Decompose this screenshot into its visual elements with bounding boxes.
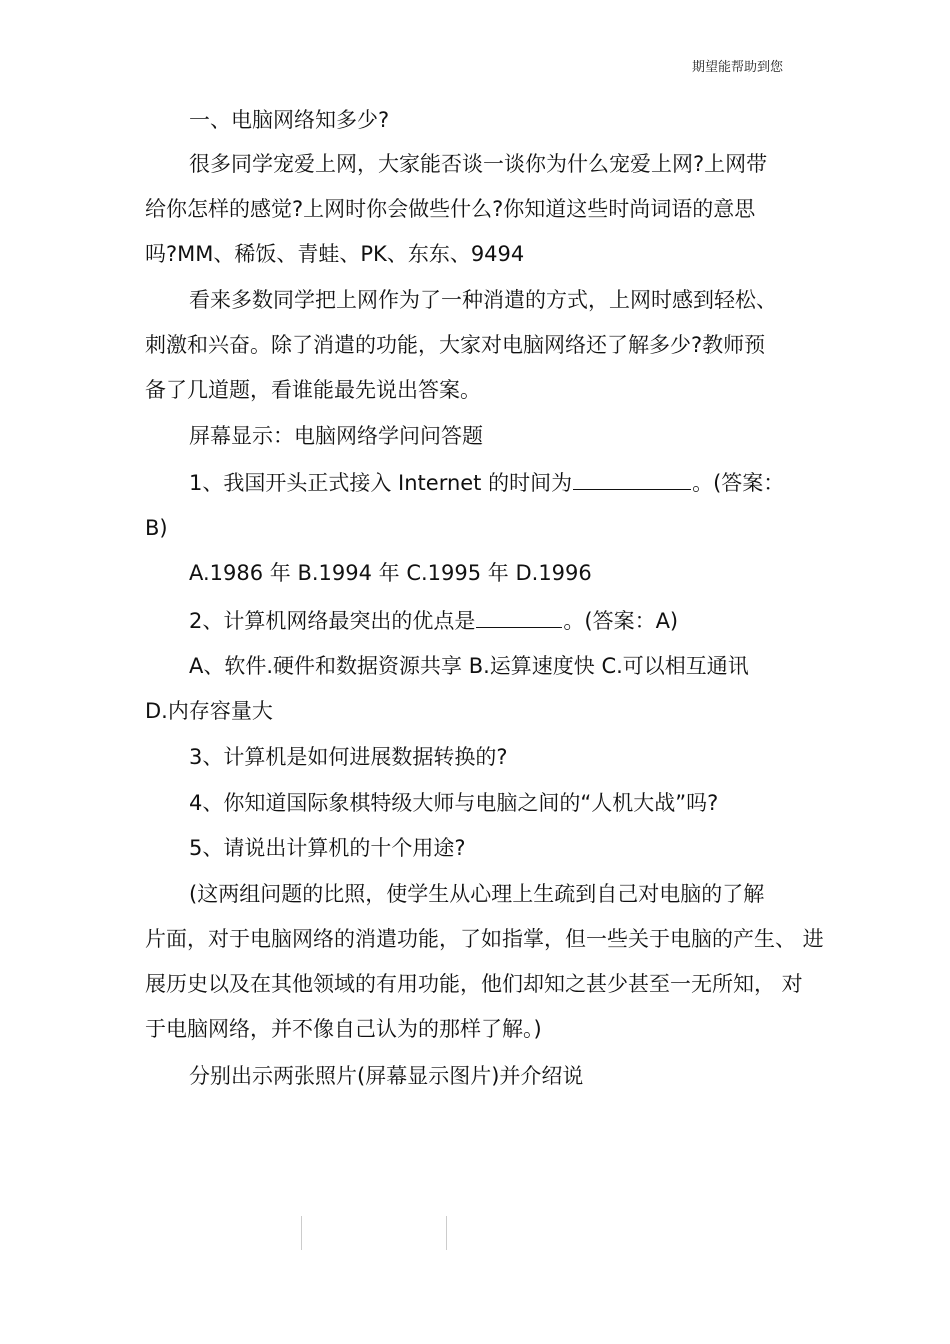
- answer-blank: [573, 471, 691, 490]
- paragraph-line: 备了几道题，看谁能最先说出答案。: [145, 378, 481, 402]
- paragraph-line: (这两组问题的比照，使学生从心理上生疏到自己对电脑的了解: [189, 882, 765, 906]
- paragraph-line: 展历史以及在其他领域的有用功能，他们却知之甚少甚至一无所知， 对: [145, 972, 803, 996]
- answer-blank: [476, 609, 562, 628]
- page-header: 期望能帮助到您: [692, 60, 784, 75]
- question-1-answer: 。(答案：: [692, 471, 785, 495]
- paragraph-line: 给你怎样的感觉?上网时你会做些什么?你知道这些时尚词语的意思: [145, 197, 756, 221]
- section-heading: 一、电脑网络知多少?: [189, 108, 390, 132]
- question-4: 4、你知道国际象棋特级大师与电脑之间的“人机大战”吗?: [189, 791, 719, 815]
- paragraph-line: 看来多数同学把上网作为了一种消遣的方式，上网时感到轻松、: [189, 288, 777, 312]
- question-2-text: 2、计算机网络最突出的优点是: [189, 609, 476, 633]
- quiz-title: 屏幕显示：电脑网络学问问答题: [189, 424, 483, 448]
- question-2-options: A、软件.硬件和数据资源共享 B.运算速度快 C.可以相互通讯: [189, 654, 749, 678]
- question-1-answer-cont: B): [145, 516, 168, 540]
- question-1-options: A.1986 年 B.1994 年 C.1995 年 D.1996: [189, 561, 592, 585]
- footer-divider-right: [446, 1216, 447, 1250]
- footer-divider-left: [301, 1216, 302, 1250]
- question-1: [189, 471, 784, 494]
- paragraph-line: 很多同学宠爱上网，大家能否谈一谈你为什么宠爱上网?上网带: [189, 152, 768, 176]
- question-3: 3、计算机是如何进展数据转换的?: [189, 745, 508, 769]
- paragraph-line: 分别出示两张照片(屏幕显示图片)并介绍说: [189, 1064, 584, 1088]
- question-1-text: 1、我国开头正式接入 Internet 的时间为: [189, 471, 573, 495]
- paragraph-line: 吗?MM、稀饭、青蛙、PK、东东、9494: [145, 242, 525, 266]
- paragraph-line: 刺激和兴奋。除了消遣的功能，大家对电脑网络还了解多少?教师预: [145, 333, 766, 357]
- question-2-options-cont: D.内存容量大: [145, 699, 273, 723]
- paragraph-line: 于电脑网络，并不像自己认为的那样了解。): [145, 1017, 542, 1041]
- paragraph-line: 片面，对于电脑网络的消遣功能，了如指掌，但一些关于电脑的产生、 进: [145, 927, 824, 951]
- question-2-answer: 。(答案：A): [563, 609, 679, 633]
- question-5: 5、请说出计算机的十个用途?: [189, 836, 466, 860]
- question-2: [189, 609, 678, 632]
